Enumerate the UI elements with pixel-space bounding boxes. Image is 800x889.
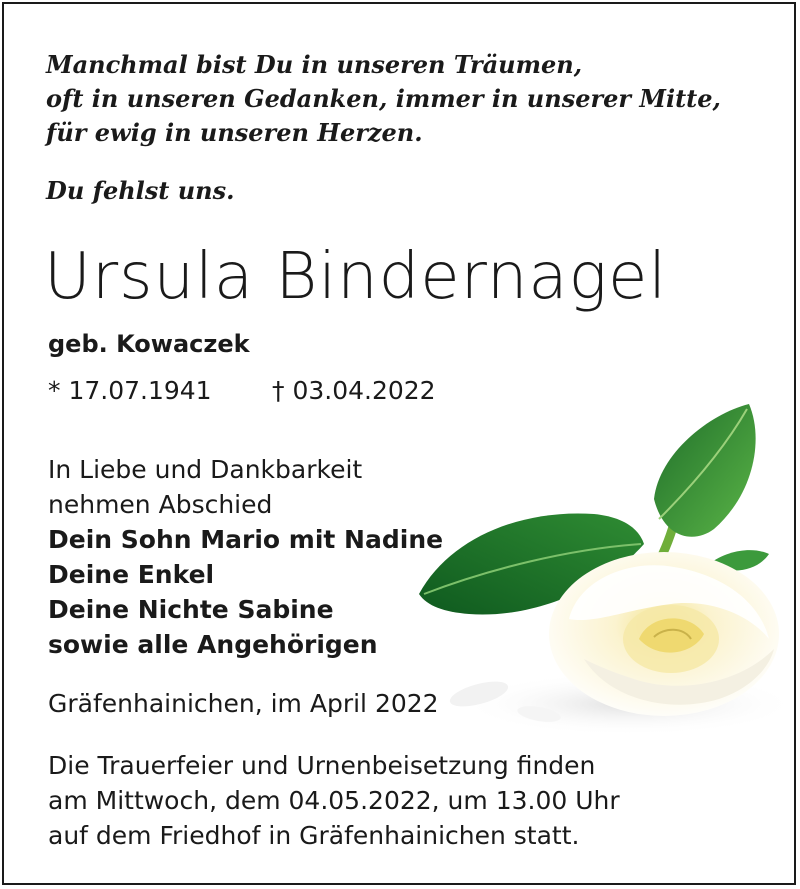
poem-line-2: oft in unseren Gedanken, immer in unserer Mitte, bbox=[46, 84, 721, 113]
mourner-line: Deine Nichte Sabine bbox=[48, 595, 334, 624]
mourners-intro-1: In Liebe und Dankbarkeit bbox=[48, 455, 363, 484]
birth-name: geb. Kowaczek bbox=[48, 330, 250, 358]
place-date: Gräfenhainichen, im April 2022 bbox=[48, 689, 439, 718]
mourner-line: sowie alle Angehörigen bbox=[48, 630, 378, 659]
death-date: † 03.04.2022 bbox=[272, 376, 436, 405]
mourners-intro-2: nehmen Abschied bbox=[48, 490, 273, 519]
obituary-notice bbox=[2, 2, 796, 885]
funeral-line-3: auf dem Friedhof in Gräfenhainichen statt. bbox=[48, 821, 580, 850]
mourner-line: Dein Sohn Mario mit Nadine bbox=[48, 525, 444, 554]
poem-closing: Du fehlst uns. bbox=[46, 176, 235, 205]
poem-line-3: für ewig in unseren Herzen. bbox=[46, 118, 423, 147]
white-rose-image bbox=[409, 399, 796, 744]
funeral-line-2: am Mittwoch, dem 04.05.2022, um 13.00 Uhr bbox=[48, 786, 620, 815]
birth-date: * 17.07.1941 bbox=[48, 376, 212, 405]
funeral-line-1: Die Trauerfeier und Urnenbeisetzung finden bbox=[48, 751, 596, 780]
poem-line-1: Manchmal bist Du in unseren Träumen, bbox=[46, 50, 583, 79]
mourner-line: Deine Enkel bbox=[48, 560, 215, 589]
deceased-name: Ursula Bindernagel bbox=[44, 240, 668, 314]
